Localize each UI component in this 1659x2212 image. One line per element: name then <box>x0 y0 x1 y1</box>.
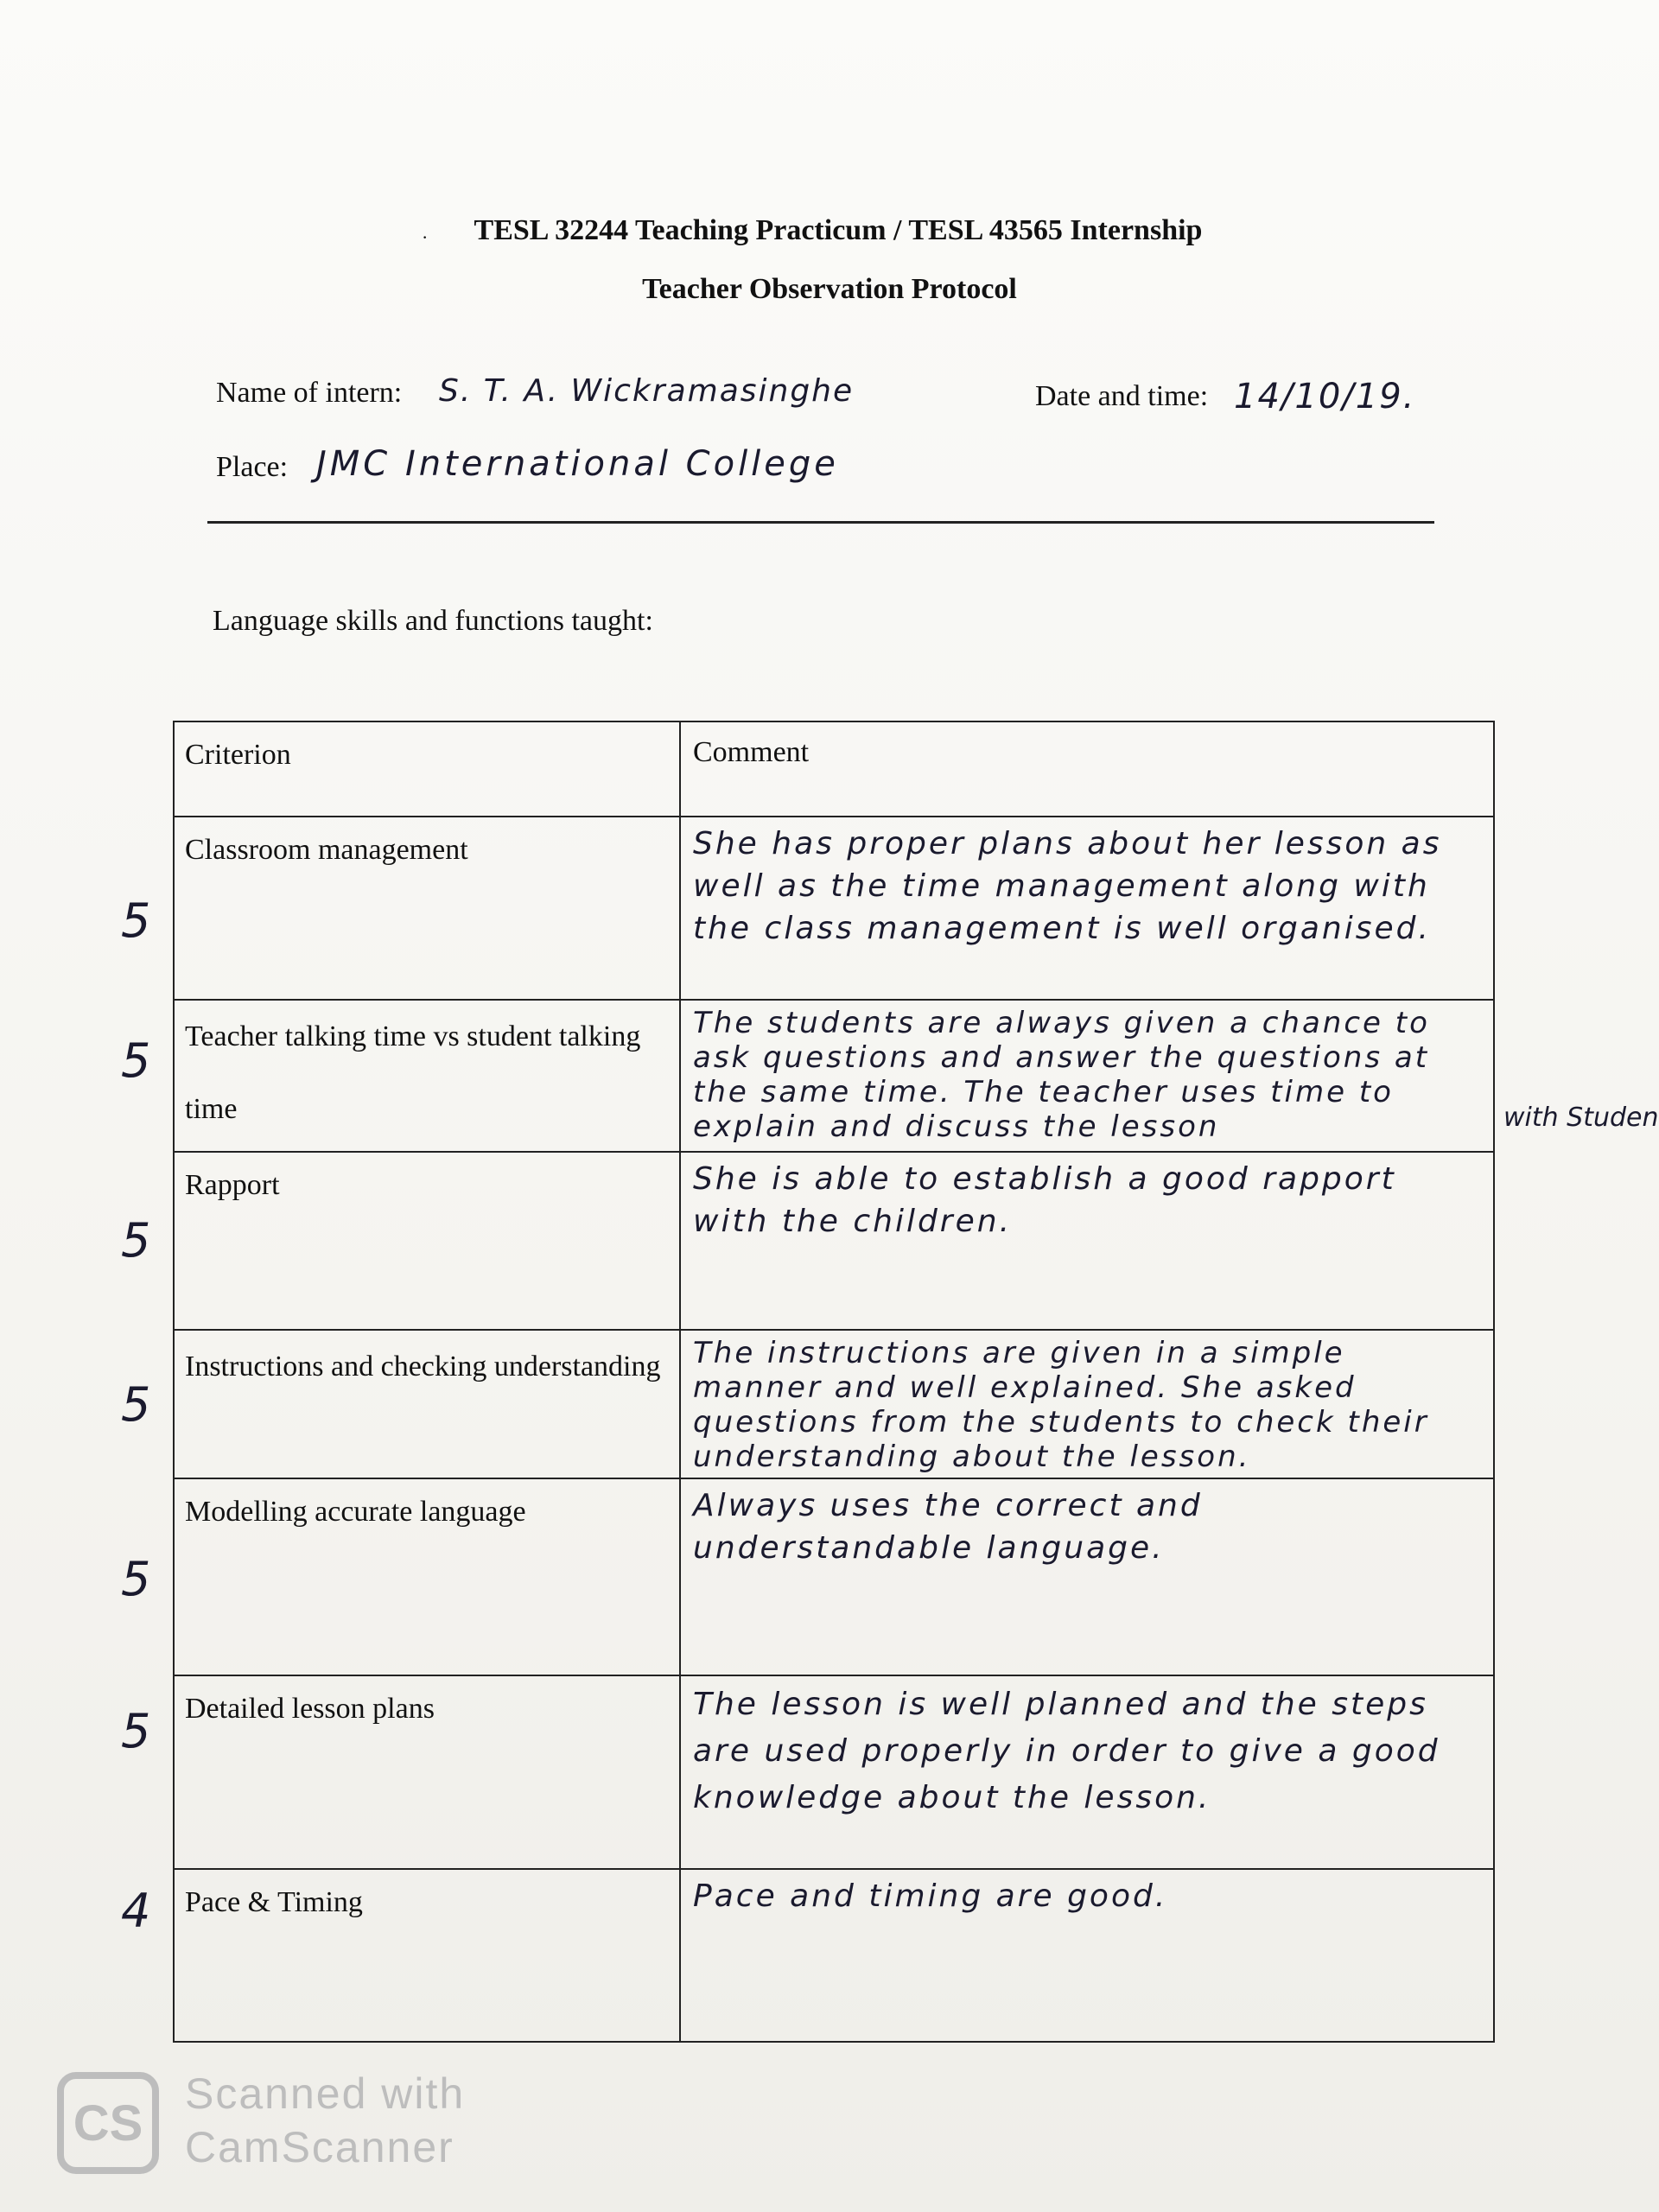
comment-cell: She has proper plans about her lesson as well as the time management along with the class management is well organised. <box>680 817 1494 1000</box>
criterion-cell: Instructions and checking understanding <box>174 1330 680 1478</box>
comment-cell: The instructions are given in a simple manner and well explained. She asked questions from the students to check their understanding about the lesson. <box>680 1330 1494 1478</box>
table-row <box>174 1000 1494 1152</box>
score-mark: 5 <box>121 1033 151 1088</box>
skills-label: Language skills and functions taught: <box>213 605 653 637</box>
score-mark: 4 <box>121 1884 151 1938</box>
criterion-cell: Rapport <box>174 1152 680 1330</box>
watermark-line2: CamScanner <box>185 2123 454 2171</box>
name-label: Name of intern: <box>216 377 403 409</box>
place-value: JMC International College <box>316 444 839 484</box>
document-subtitle: Teacher Observation Protocol <box>642 273 1017 305</box>
date-label: Date and time: <box>1035 380 1209 412</box>
criterion-header: Criterion <box>174 721 680 817</box>
table-row <box>174 1675 1494 1869</box>
camscanner-logo: CS <box>57 2072 159 2174</box>
table-row <box>174 1152 1494 1330</box>
score-mark: 5 <box>121 893 151 948</box>
criterion-cell: Classroom management <box>174 817 680 1000</box>
margin-note: with Studen <box>1503 1103 1659 1133</box>
place-label: Place: <box>216 451 289 483</box>
comment-cell: Pace and timing are good. <box>680 1869 1494 2042</box>
table-row <box>174 1869 1494 2042</box>
score-mark: 5 <box>121 1377 151 1432</box>
criterion-cell: Modelling accurate language <box>174 1478 680 1675</box>
comment-cell: The students are always given a chance to ask questions and answer the questions at the same time. The teacher uses time to explain and discuss the lesson <box>680 1000 1494 1152</box>
header-divider <box>207 521 1434 524</box>
score-mark: 5 <box>121 1213 151 1268</box>
criterion-cell: Pace & Timing <box>174 1869 680 2042</box>
watermark-line1: Scanned with <box>185 2069 466 2118</box>
date-value: 14/10/19. <box>1234 377 1416 416</box>
name-value: S. T. A. Wickramasinghe <box>439 373 855 409</box>
criterion-cell: Detailed lesson plans <box>174 1675 680 1869</box>
table-row <box>174 1330 1494 1478</box>
comment-header: Comment <box>680 721 1494 817</box>
score-mark: 5 <box>121 1704 151 1758</box>
comment-cell: The lesson is well planned and the steps are used properly in order to give a good knowledge about the lesson. <box>680 1675 1494 1869</box>
table-row <box>174 817 1494 1000</box>
comment-cell: She is able to establish a good rapport with the children. <box>680 1152 1494 1330</box>
observation-table <box>173 721 1495 2043</box>
comment-cell: Always uses the correct and understandable language. <box>680 1478 1494 1675</box>
document-title: TESL 32244 Teaching Practicum / TESL 43565 Internship <box>474 214 1203 246</box>
score-mark: 5 <box>121 1552 151 1606</box>
table-header-row <box>174 721 1494 817</box>
criterion-cell: Teacher talking time vs student talking time <box>174 1000 680 1152</box>
table-row <box>174 1478 1494 1675</box>
title-bullet: · <box>422 226 429 248</box>
